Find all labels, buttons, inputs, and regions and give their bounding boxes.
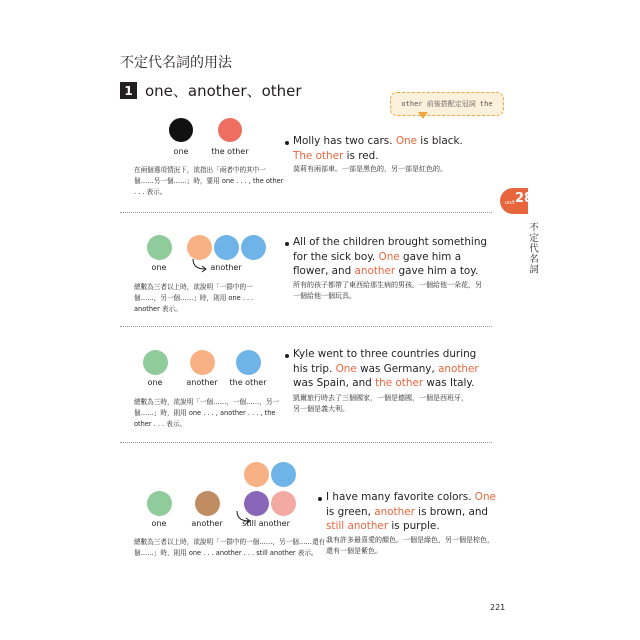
- explanation: 總數為三者以上時，欲說明「一群中的一個……，另一個……」時，則用 one . . . another 表示。: [134, 283, 254, 313]
- highlighted-phrase: The other: [293, 149, 344, 162]
- label-one: one: [151, 519, 167, 528]
- sentence-text: was Italy.: [423, 377, 475, 389]
- orange-circle: [244, 462, 269, 487]
- green-circle: [147, 235, 172, 260]
- highlighted-phrase: One: [378, 250, 400, 263]
- sentence-text: is black.: [417, 135, 463, 147]
- highlighted-phrase: One: [335, 362, 357, 375]
- sentence-text: gave him a flower, and: [293, 250, 462, 277]
- divider: [120, 442, 492, 443]
- page-title: 不定代名詞的用法: [120, 55, 232, 71]
- sentence-text: was Germany,: [356, 362, 439, 375]
- sentence-text: is red.: [343, 149, 379, 162]
- sentence-translation: 所有的孩子都帶了東西給那生病的男孩。一個給他一朵花，另一個給他一個玩具。: [293, 281, 482, 300]
- label-one: one: [151, 263, 167, 272]
- highlighted-phrase: another: [438, 362, 479, 375]
- red-circle: [218, 118, 242, 142]
- orange-circle: [190, 350, 215, 375]
- unit-vertical-title: 不定代名詞: [527, 222, 538, 275]
- bullet: [285, 242, 289, 246]
- divider: [120, 326, 492, 327]
- explanation: 總數為三時，欲說明「一個……，一個……，另一個……」時，則用 one . . . , another . . . , the other . . . 表示。: [134, 398, 280, 428]
- sentence-text: Kyle went to three countries during his trip.: [293, 348, 477, 375]
- sentence-text: was Spain, and: [293, 377, 376, 389]
- unit-label: unit: [505, 200, 515, 206]
- highlighted-phrase: still another: [326, 520, 389, 532]
- bullet: [285, 141, 289, 145]
- explanation: 在兩個選項情況下，欲指出「兩者中的其中一個……另一個……」時，要用 one . . . , the other . . . 表示。: [134, 166, 284, 196]
- sentence-text: is green,: [326, 505, 375, 518]
- sentence-translation: 我有許多最喜愛的顏色。一個是綠色，另一個是棕色，還有一個是紫色。: [326, 536, 494, 555]
- blue-circle: [236, 350, 261, 375]
- highlighted-phrase: another: [374, 505, 415, 518]
- black-circle: [169, 118, 193, 142]
- sentence-translation: 凱爾旅行時去了三個國家，一個是德國，一個是西班牙，另一個是義大利。: [293, 394, 468, 413]
- green-circle: [143, 350, 168, 375]
- example-sentence: [293, 235, 488, 279]
- sentence-text: is purple.: [388, 520, 440, 532]
- example-sentence: [293, 134, 483, 163]
- brown-circle: [195, 491, 220, 516]
- sentence-translation: 莫莉有兩部車。一部是黑色的，另一部是紅色的。: [293, 165, 447, 173]
- unit-number: 28: [515, 191, 534, 206]
- highlighted-phrase: the other: [375, 377, 424, 389]
- bullet: [285, 354, 289, 358]
- example-sentence: [293, 347, 488, 391]
- sentence-text: Molly has two cars.: [293, 135, 396, 147]
- orange-circle: [187, 235, 212, 260]
- note-bubble-tail: [418, 112, 428, 119]
- label-the-other: the other: [229, 378, 267, 387]
- section-title: one、another、other: [145, 82, 302, 100]
- page-number: 221: [490, 603, 506, 612]
- bullet: [318, 497, 322, 501]
- sentence-text: gave him a toy.: [395, 265, 479, 277]
- divider: [120, 212, 492, 213]
- label-the-other: the other: [211, 147, 249, 156]
- green-circle: [147, 491, 172, 516]
- example-sentence: [326, 490, 496, 534]
- section-number: 1: [120, 82, 137, 99]
- blue-circle: [214, 235, 239, 260]
- sentence-text: is brown, and: [414, 505, 489, 518]
- pink-circle: [271, 491, 296, 516]
- label-another: another: [191, 519, 223, 528]
- label-one: one: [173, 147, 189, 156]
- label-one: one: [147, 378, 163, 387]
- highlighted-phrase: One: [474, 491, 496, 503]
- sentence-text: I have many favorite colors.: [326, 491, 475, 503]
- label-still-another: still another: [242, 519, 290, 528]
- note-bubble: other 前後搭配定冠詞 the: [390, 92, 504, 116]
- label-another: another: [210, 263, 242, 272]
- section-heading: [120, 80, 302, 101]
- highlighted-phrase: another: [354, 265, 396, 277]
- blue-circle: [241, 235, 266, 260]
- sentence-text: All of the children brought something for the sick boy.: [293, 236, 488, 263]
- explanation: 總數為三者以上時，欲說明「一群中的一個……，另一個……還有一個……」時，則用 one . . . another . . . still another 表示。: [134, 538, 332, 557]
- curved-arrow-icon: [190, 258, 210, 274]
- blue-circle: [271, 462, 296, 487]
- label-another: another: [186, 378, 218, 387]
- highlighted-phrase: One: [395, 135, 417, 147]
